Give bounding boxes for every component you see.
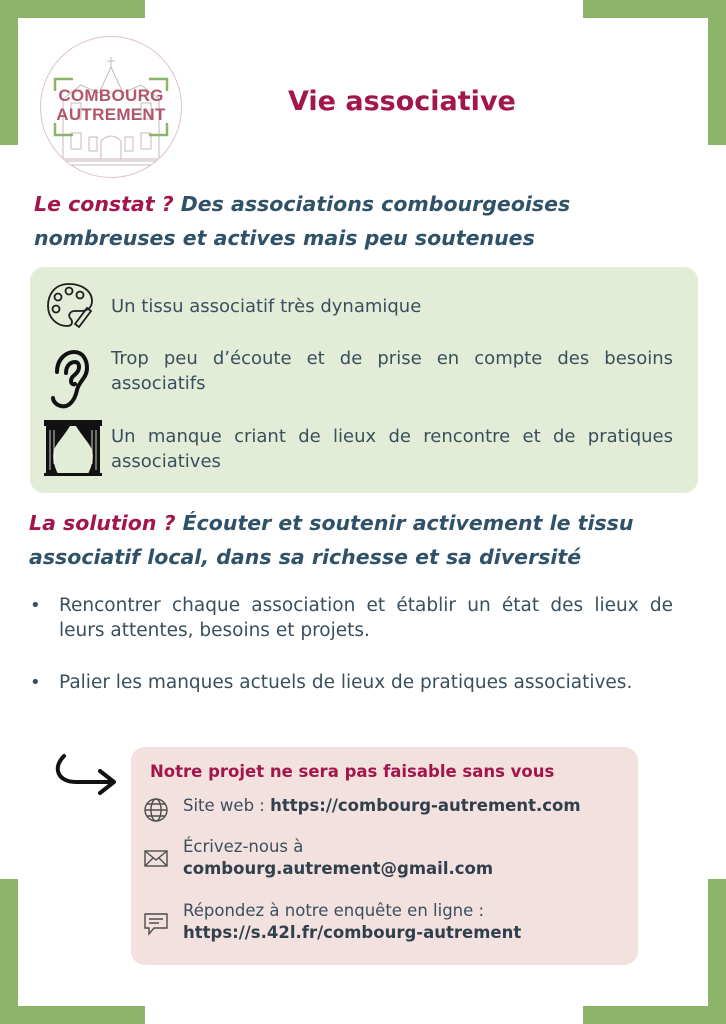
solution-heading (29, 506, 633, 574)
constat-item-1: Un tissu associatif très dynamique (111, 296, 422, 317)
email-label: Écrivez-nous à (183, 837, 304, 856)
constat-label: Le constat ? (34, 192, 174, 216)
bullet-marker: • (30, 672, 41, 693)
logo-line-2: AUTREMENT (56, 105, 166, 124)
corner-bottom-left-v (0, 879, 18, 1024)
survey-label: Répondez à notre enquête en ligne : (183, 901, 485, 920)
page-title: Vie associative (288, 86, 516, 117)
solution-label: La solution ? (29, 511, 176, 535)
corner-top-right-h (583, 0, 726, 18)
ear-icon (47, 348, 91, 412)
website-link[interactable]: https://combourg-autrement.com (270, 796, 581, 815)
constat-item-2: Trop peu d’écoute et de prise en compte des besoins associatifs (111, 348, 673, 394)
survey-link[interactable]: https://s.42l.fr/combourg-autrement (183, 923, 522, 942)
email-link[interactable]: combourg.autrement@gmail.com (183, 859, 494, 878)
chat-bubble-icon (143, 911, 169, 937)
solution-line-2: associatif local, dans sa richesse et sa diversité (29, 545, 582, 569)
envelope-icon (143, 848, 169, 870)
curved-arrow-icon (50, 752, 122, 798)
constat-heading (34, 187, 570, 255)
constat-line-1: Des associations combourgeoises (180, 192, 571, 216)
contact-title: Notre projet ne sera pas faisable sans vous (150, 762, 555, 781)
constat-item-3: Un manque criant de lieux de rencontre et de pratiques associatives (111, 426, 673, 472)
stage-curtain-icon (44, 420, 102, 476)
logo-line-1: COMBOURG (58, 86, 164, 105)
bullet-marker: • (30, 595, 41, 616)
globe-icon (143, 797, 169, 823)
corner-bottom-left-h (0, 1006, 145, 1024)
website-label: Site web : (183, 796, 271, 815)
corner-top-left-v (0, 0, 18, 145)
contact-email (183, 836, 493, 880)
solution-bullet-1: Rencontrer chaque association et établir un état des lieux de leurs attentes, besoins et projets. (59, 595, 673, 641)
contact-survey (183, 900, 521, 944)
corner-bottom-right-v (708, 879, 726, 1024)
solution-line-1: Écouter et soutenir activement le tissu (182, 511, 634, 535)
logo (40, 36, 182, 178)
corner-top-right-v (708, 0, 726, 145)
corner-bottom-right-h (583, 1006, 726, 1024)
solution-bullet-2: Palier les manques actuels de lieux de pratiques associatives. (59, 672, 633, 693)
corner-top-left-h (0, 0, 145, 18)
palette-icon (45, 280, 95, 332)
contact-website[interactable] (183, 795, 581, 817)
constat-line-2: nombreuses et actives mais peu soutenues (34, 226, 535, 250)
